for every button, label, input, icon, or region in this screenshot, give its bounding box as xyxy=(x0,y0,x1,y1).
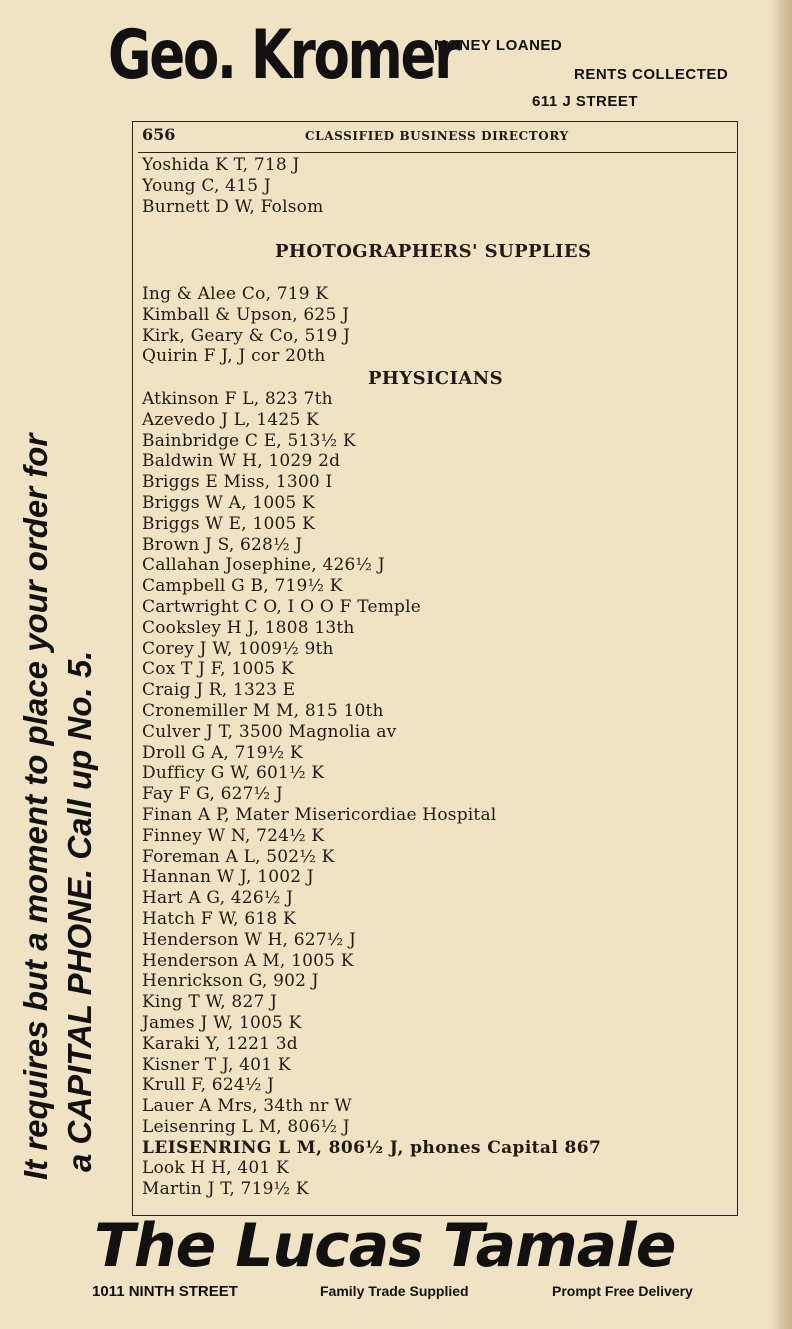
list-item: Droll G A, 719½ K xyxy=(142,742,303,763)
section-heading-physicians: PHYSICIANS xyxy=(368,368,503,389)
bottom-ad-delivery: Prompt Free Delivery xyxy=(552,1283,693,1299)
header-rule xyxy=(138,152,736,153)
list-item: Cox T J F, 1005 K xyxy=(142,659,294,680)
bottom-ad-address: 1011 NINTH STREET xyxy=(92,1283,238,1300)
list-item: Burnett D W, Folsom xyxy=(142,196,324,217)
list-item: Cartwright C O, I O O F Temple xyxy=(142,596,422,617)
side-advertisement xyxy=(14,120,102,1180)
list-item: King T W, 827 J xyxy=(142,992,278,1013)
list-item: Craig J R, 1323 E xyxy=(142,680,296,701)
list-item: Martin J T, 719½ K xyxy=(142,1179,309,1200)
list-item: Dufficy G W, 601½ K xyxy=(142,763,325,784)
list-item: James J W, 1005 K xyxy=(142,1012,302,1033)
page-number: 656 xyxy=(142,125,176,144)
list-item: Lauer A Mrs, 34th nr W xyxy=(142,1096,352,1117)
list-item: Briggs E Miss, 1300 I xyxy=(142,472,333,493)
page-edge-shadow xyxy=(770,0,792,1329)
bottom-ad-title: The Lucas Tamale xyxy=(94,1211,676,1281)
list-item: Leisenring L M, 806½ J xyxy=(142,1116,350,1137)
list-item-bold: LEISENRING L M, 806½ J, phones Capital 867 xyxy=(142,1137,602,1158)
advertiser-name: Geo. Kromer xyxy=(108,16,458,95)
list-item: Ing & Alee Co, 719 K xyxy=(142,284,329,304)
list-item: Briggs W A, 1005 K xyxy=(142,492,315,513)
list-item: Kirk, Geary & Co, 519 J xyxy=(142,325,351,346)
entries-physicians xyxy=(142,389,601,1200)
list-item: Culver J T, 3500 Magnolia av xyxy=(142,721,397,742)
top-advertisement xyxy=(0,0,792,122)
list-item: Bainbridge C E, 513½ K xyxy=(142,430,356,451)
entries-photographers-supplies xyxy=(142,284,350,367)
list-item: Callahan Josephine, 426½ J xyxy=(142,555,385,576)
ad-line-address: 611 J STREET xyxy=(532,93,639,110)
list-item: Brown J S, 628½ J xyxy=(142,534,303,555)
list-item: Cooksley H J, 1808 13th xyxy=(142,617,355,638)
side-ad-line-2: a CAPITAL PHONE. Call up No. 5. xyxy=(61,650,98,1172)
list-item: Briggs W E, 1005 K xyxy=(142,513,316,534)
list-item: Finan A P, Mater Misericordiae Hospital xyxy=(142,804,497,825)
list-item: Campbell G B, 719½ K xyxy=(142,576,343,597)
list-item: Henderson W H, 627½ J xyxy=(142,929,357,950)
list-item: Kimball & Upson, 625 J xyxy=(142,304,350,325)
list-item: Krull F, 624½ J xyxy=(142,1075,275,1096)
list-item: Henderson A M, 1005 K xyxy=(142,950,354,971)
list-item: Atkinson F L, 823 7th xyxy=(142,389,333,409)
list-item: Yoshida K T, 718 J xyxy=(142,155,300,175)
side-ad-line-1: It requires but a moment to place your order for xyxy=(17,433,54,1180)
list-item: Quirin F J, J cor 20th xyxy=(142,346,326,367)
list-item: Young C, 415 J xyxy=(142,175,271,196)
list-item: Fay F G, 627½ J xyxy=(142,784,283,805)
list-item: Foreman A L, 502½ K xyxy=(142,846,335,867)
list-item: Karaki Y, 1221 3d xyxy=(142,1033,298,1054)
list-item: Finney W N, 724½ K xyxy=(142,825,325,846)
list-item: Henrickson G, 902 J xyxy=(142,971,319,992)
list-item: Hatch F W, 618 K xyxy=(142,908,296,929)
section-heading-photographers-supplies: PHOTOGRAPHERS' SUPPLIES xyxy=(275,241,592,262)
list-item: Azevedo J L, 1425 K xyxy=(142,409,319,430)
ad-line-rents-collected: RENTS COLLECTED xyxy=(574,66,729,83)
entries-top xyxy=(142,155,323,217)
list-item: Look H H, 401 K xyxy=(142,1158,289,1179)
ad-line-money-loaned: MONEY LOANED xyxy=(434,37,563,54)
bottom-ad-trade: Family Trade Supplied xyxy=(320,1283,469,1299)
list-item: Hart A G, 426½ J xyxy=(142,888,294,909)
list-item: Corey J W, 1009½ 9th xyxy=(142,638,334,659)
list-item: Kisner T J, 401 K xyxy=(142,1054,291,1075)
list-item: Baldwin W H, 1029 2d xyxy=(142,451,341,472)
running-head: CLASSIFIED BUSINESS DIRECTORY xyxy=(305,129,569,143)
list-item: Cronemiller M M, 815 10th xyxy=(142,700,384,721)
list-item: Hannan W J, 1002 J xyxy=(142,867,314,888)
